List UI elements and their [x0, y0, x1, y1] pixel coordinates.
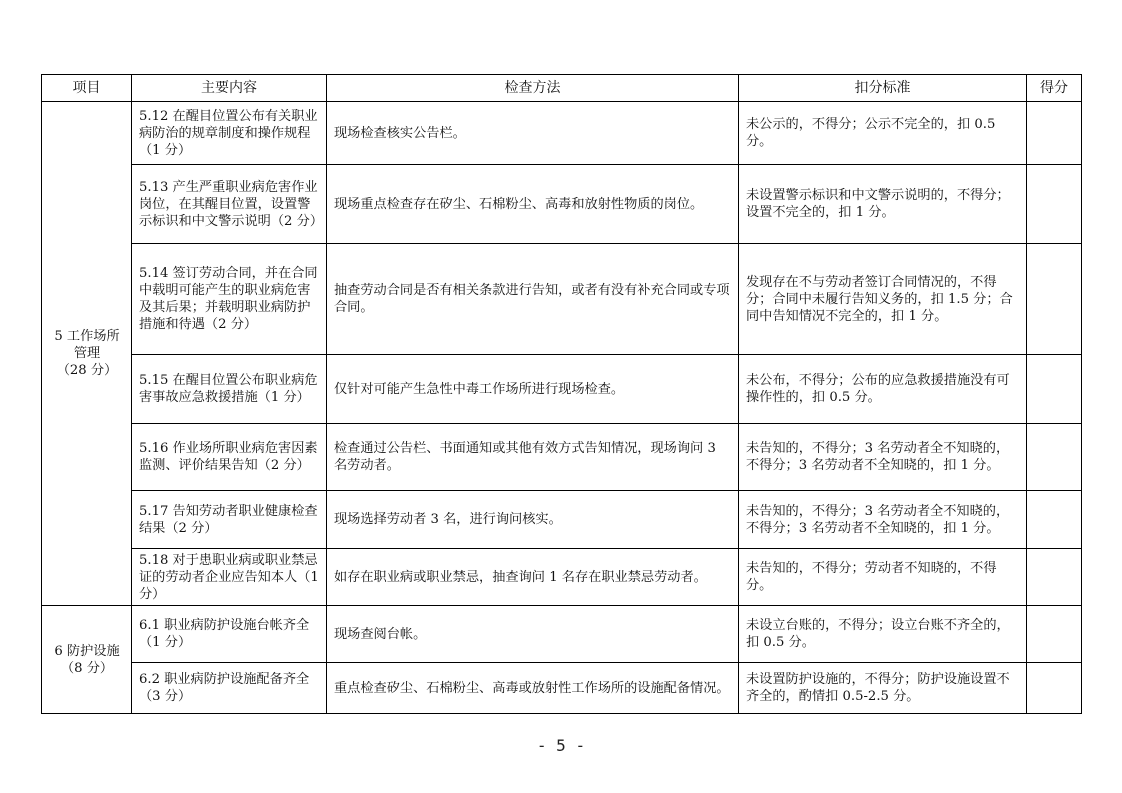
- score-cell[interactable]: [1027, 102, 1082, 165]
- score-cell[interactable]: [1027, 165, 1082, 244]
- criteria-cell: 未设置防护设施的，不得分；防护设施设置不齐全的，酌情扣 0.5-2.5 分。: [739, 663, 1027, 714]
- table-row: [42, 663, 1082, 714]
- method-cell: 重点检查矽尘、石棉粉尘、高毒或放射性工作场所的设施配备情况。: [327, 663, 739, 714]
- score-cell[interactable]: [1027, 424, 1082, 491]
- category-cell-5: [42, 102, 132, 606]
- header-category: 项目: [42, 75, 132, 102]
- page-number: - 5 -: [536, 736, 586, 755]
- content-cell: 5.18 对于患职业病或职业禁忌证的劳动者企业应告知本人（1 分）: [132, 549, 327, 606]
- method-cell: 仅针对可能产生急性中毒工作场所进行现场检查。: [327, 355, 739, 424]
- table-row: [42, 606, 1082, 663]
- category-line: 6 防护设施: [54, 643, 120, 659]
- method-cell: 现场检查核实公告栏。: [327, 102, 739, 165]
- table-row: [42, 244, 1082, 355]
- criteria-cell: 未公布，不得分；公布的应急救援措施没有可操作性的，扣 0.5 分。: [739, 355, 1027, 424]
- table-row: [42, 165, 1082, 244]
- inspection-table: [41, 74, 1082, 714]
- header-content: 主要内容: [132, 75, 327, 102]
- category-line: （28 分）: [56, 363, 118, 378]
- method-cell: 现场选择劳动者 3 名，进行询问核实。: [327, 491, 739, 549]
- score-cell[interactable]: [1027, 663, 1082, 714]
- criteria-cell: 发现存在不与劳动者签订合同情况的，不得分；合同中未履行告知义务的，扣 1.5 分；合同中告知情况不完全的，扣 1 分。: [739, 244, 1027, 355]
- table-row: [42, 491, 1082, 549]
- criteria-cell: 未设立台账的，不得分；设立台账不齐全的，扣 0.5 分。: [739, 606, 1027, 663]
- header-score: 得分: [1027, 75, 1082, 102]
- category-line: 5 工作场所: [54, 329, 120, 344]
- content-cell: 5.14 签订劳动合同，并在合同中载明可能产生的职业病危害及其后果；并载明职业病防护措施和待遇（2 分）: [132, 244, 327, 355]
- header-criteria: 扣分标准: [739, 75, 1027, 102]
- score-cell[interactable]: [1027, 491, 1082, 549]
- table-row: [42, 424, 1082, 491]
- table-row: [42, 549, 1082, 606]
- content-cell: 5.15 在醒目位置公布职业病危害事故应急救援措施（1 分）: [132, 355, 327, 424]
- content-cell: 6.1 职业病防护设施台帐齐全（1 分）: [132, 606, 327, 663]
- table-row: [42, 355, 1082, 424]
- criteria-cell: 未设置警示标识和中文警示说明的，不得分；设置不完全的，扣 1 分。: [739, 165, 1027, 244]
- score-cell[interactable]: [1027, 355, 1082, 424]
- criteria-cell: 未告知的，不得分；劳动者不知晓的，不得分。: [739, 549, 1027, 606]
- method-cell: 现场查阅台帐。: [327, 606, 739, 663]
- category-line: （8 分）: [60, 660, 114, 676]
- content-cell: 5.17 告知劳动者职业健康检查结果（2 分）: [132, 491, 327, 549]
- criteria-cell: 未告知的，不得分；3 名劳动者全不知晓的，不得分；3 名劳动者不全知晓的，扣 1 分。: [739, 491, 1027, 549]
- content-cell: 6.2 职业病防护设施配备齐全（3 分）: [132, 663, 327, 714]
- content-cell: 5.16 作业场所职业病危害因素监测、评价结果告知（2 分）: [132, 424, 327, 491]
- category-cell-6: [42, 606, 132, 714]
- content-cell: 5.12 在醒目位置公布有关职业病防治的规章制度和操作规程（1 分）: [132, 102, 327, 165]
- criteria-cell: 未告知的，不得分；3 名劳动者全不知晓的，不得分；3 名劳动者不全知晓的，扣 1 分。: [739, 424, 1027, 491]
- table-row: [42, 102, 1082, 165]
- content-cell: 5.13 产生严重职业病危害作业岗位，在其醒目位置，设置警示标识和中文警示说明（2 分）: [132, 165, 327, 244]
- category-line: 管理: [73, 346, 101, 361]
- method-cell: 检查通过公告栏、书面通知或其他有效方式告知情况，现场询问 3 名劳动者。: [327, 424, 739, 491]
- table-header-row: [42, 75, 1082, 102]
- score-cell[interactable]: [1027, 549, 1082, 606]
- criteria-cell: 未公示的，不得分；公示不完全的，扣 0.5 分。: [739, 102, 1027, 165]
- method-cell: 现场重点检查存在矽尘、石棉粉尘、高毒和放射性物质的岗位。: [327, 165, 739, 244]
- score-cell[interactable]: [1027, 606, 1082, 663]
- header-method: 检查方法: [327, 75, 739, 102]
- score-cell[interactable]: [1027, 244, 1082, 355]
- method-cell: 如存在职业病或职业禁忌，抽查询问 1 名存在职业禁忌劳动者。: [327, 549, 739, 606]
- method-cell: 抽查劳动合同是否有相关条款进行告知，或者有没有补充合同或专项合同。: [327, 244, 739, 355]
